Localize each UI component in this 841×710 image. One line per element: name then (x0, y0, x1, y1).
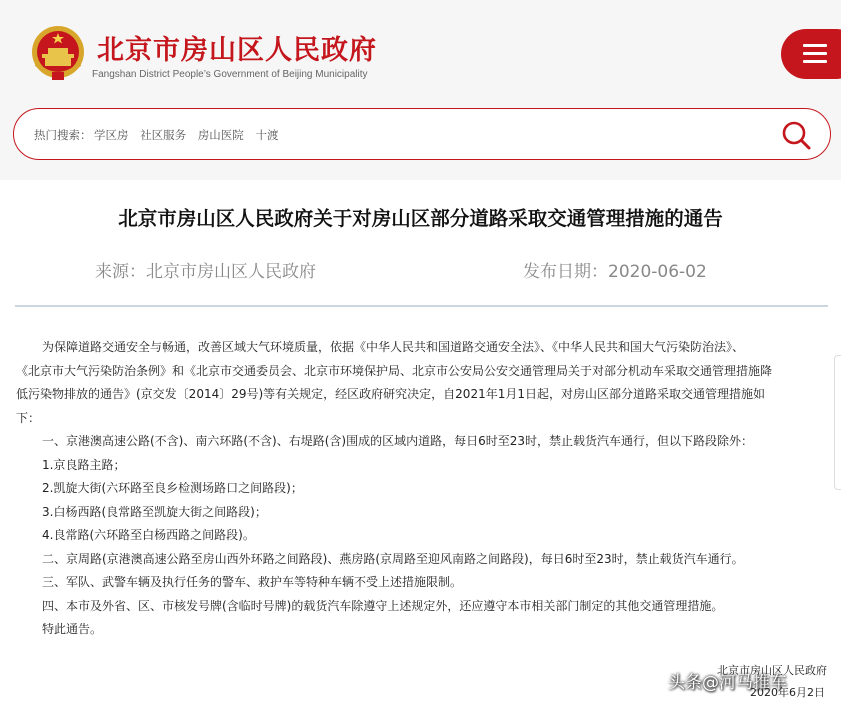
hamburger-menu-icon (803, 44, 827, 47)
signature: 北京市房山区人民政府 (717, 664, 827, 677)
signature-date: 2020年6月2日 (750, 686, 825, 699)
list-item: 3.白杨西路(良常路至凯旋大街之间路段)； (42, 504, 267, 519)
search-bar[interactable] (13, 108, 831, 160)
list-item: 1.京良路主路； (42, 457, 126, 472)
side-tab[interactable] (834, 355, 841, 490)
site-subtitle: Fangshan District People’s Government of Beijing Municipality (92, 69, 368, 80)
hot-search-words (94, 127, 286, 143)
divider (15, 305, 828, 307)
paragraph-line: 下： (16, 410, 41, 425)
article-title: 北京市房山区人民政府关于对房山区部分道路采取交通管理措施的通告 (118, 207, 723, 230)
search-icon[interactable] (780, 119, 812, 151)
list-item: 4.良常路(六环路至白杨西路之间路段)。 (42, 528, 255, 542)
article-date: 发布日期：2020-06-02 (523, 262, 707, 282)
watermark-prefix: 头条 (668, 673, 702, 693)
paragraph-line: 为保障道路交通安全与畅通，改善区域大气环境质量，依据《中华人民共和国道路交通安全法》、《中华人民共和国大气污染防治法》、 (42, 340, 745, 354)
hot-word-link[interactable]: 房山医院 (197, 128, 244, 142)
hot-search-label: 热门搜索： (34, 128, 92, 142)
list-item: 一、京港澳高速公路(不含)、南六环路(不含)、右堤路(含)围成的区域内道路，每日6时至23时，禁止载货汽车通行，但以下路段除外： (42, 434, 753, 448)
hot-word-link[interactable]: 学区房 (94, 128, 129, 142)
list-item: 二、京周路(京港澳高速公路至房山西外环路之间路段)、燕房路(京周路至迎风南路之间路段)，每日6时至23时，禁止载货汽车通行。 (42, 551, 744, 566)
site-header (0, 0, 841, 180)
article-body (16, 336, 816, 642)
list-item: 三、军队、武警车辆及执行任务的警车、救护车等特种车辆不受上述措施限制。 (42, 575, 463, 589)
hamburger-menu-button[interactable] (781, 29, 841, 79)
paragraph-line: 《北京市大气污染防治条例》和《北京市交通委员会、北京市环境保护局、北京市公安局公安交通管理局关于对部分机动车采取交通管理措施降 (16, 363, 773, 378)
hot-word-link[interactable]: 社区服务 (140, 128, 187, 142)
national-emblem-icon[interactable] (30, 24, 86, 82)
paragraph-line: 低污染物排放的通告》(京交发〔2014〕29号)等有关规定，经区政府研究决定，自2021年1月1日起，对房山区部分道路采取交通管理措施如 (16, 387, 765, 401)
watermark (668, 668, 787, 693)
list-item: 2.凯旋大街(六环路至良乡检测场路口之间路段)； (42, 481, 303, 495)
site-title[interactable]: 北京市房山区人民政府 (97, 35, 377, 66)
article-source: 来源：北京市房山区人民政府 (95, 262, 316, 282)
hot-word-link[interactable]: 十渡 (255, 128, 279, 142)
watermark-handle: @河马推车 (702, 673, 787, 693)
list-item: 特此通告。 (42, 622, 103, 636)
list-item: 四、本市及外省、区、市核发号牌(含临时号牌)的载货汽车除遵守上述规定外，还应遵守本市相关部门制定的其他交通管理措施。 (42, 598, 724, 613)
